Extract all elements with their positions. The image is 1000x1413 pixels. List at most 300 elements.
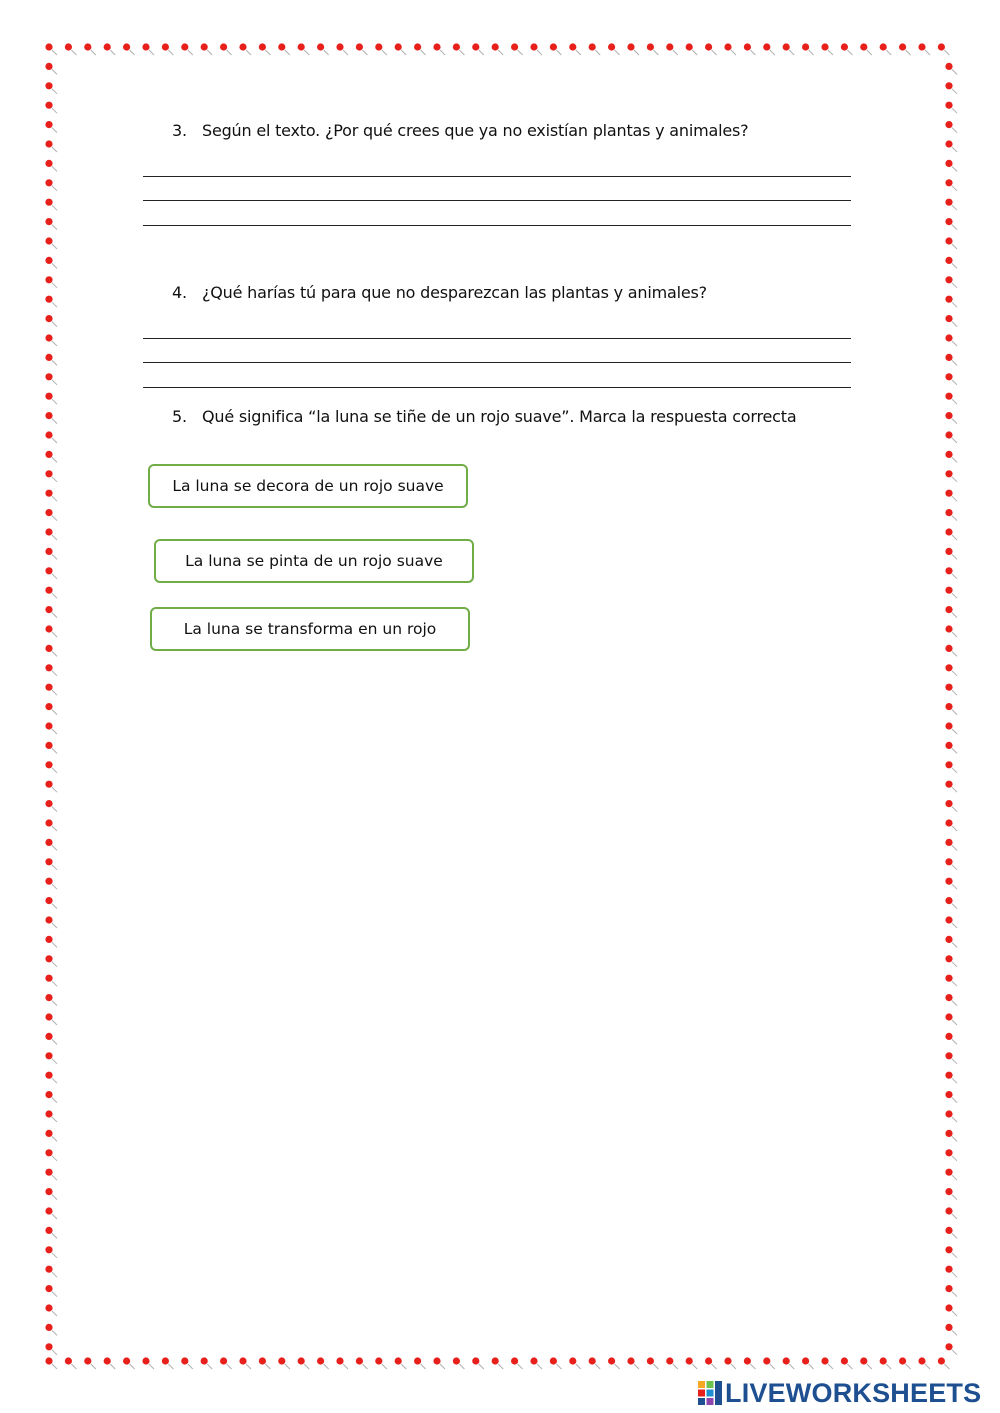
border-dot-tail — [52, 593, 57, 598]
border-dot-tail — [52, 263, 57, 268]
border-dot — [45, 916, 52, 923]
border-dot — [45, 315, 52, 322]
border-dot — [945, 703, 952, 710]
border-dot — [627, 1357, 634, 1364]
border-dot-tail — [952, 1292, 957, 1297]
border-dot-tail — [952, 845, 957, 850]
question-4-text: ¿Qué harías tú para que no desparezcan las plantas y animales? — [202, 283, 707, 302]
border-dot — [945, 1091, 952, 1098]
border-dot-tail — [556, 1364, 561, 1369]
border-dot — [45, 82, 52, 89]
border-dot — [45, 334, 52, 341]
border-dot — [724, 43, 731, 50]
border-dot-tail — [52, 69, 57, 74]
border-dot — [945, 140, 952, 147]
border-dot — [666, 43, 673, 50]
border-dot — [945, 237, 952, 244]
border-dot-tail — [246, 50, 251, 55]
border-dot — [45, 373, 52, 380]
border-dot — [744, 1357, 751, 1364]
border-dot — [705, 43, 712, 50]
border-dot-tail — [498, 50, 503, 55]
border-dot-tail — [52, 865, 57, 870]
border-dot — [45, 1227, 52, 1234]
border-dot — [45, 1052, 52, 1059]
border-dot — [763, 43, 770, 50]
border-dot-tail — [634, 1364, 639, 1369]
border-dot — [45, 955, 52, 962]
border-dot — [945, 761, 952, 768]
border-dot — [45, 276, 52, 283]
border-dot — [945, 1285, 952, 1292]
border-dot-tail — [52, 360, 57, 365]
border-dot — [550, 43, 557, 50]
border-dot-tail — [952, 865, 957, 870]
border-dot — [880, 1357, 887, 1364]
border-dot-tail — [227, 1364, 232, 1369]
border-dot — [945, 936, 952, 943]
border-dot — [945, 955, 952, 962]
border-dot — [945, 393, 952, 400]
option-transforma[interactable]: La luna se transforma en un rojo — [150, 607, 470, 651]
border-dot — [945, 819, 952, 826]
border-dot — [45, 160, 52, 167]
border-dot — [860, 1357, 867, 1364]
border-dot-tail — [952, 166, 957, 171]
border-dot — [472, 1357, 479, 1364]
border-dot — [45, 140, 52, 147]
border-dot — [686, 43, 693, 50]
border-dot — [45, 1013, 52, 1020]
border-dot-tail — [52, 50, 57, 55]
border-dot — [860, 43, 867, 50]
border-dot — [945, 722, 952, 729]
border-dot-tail — [207, 50, 212, 55]
border-dot — [783, 1357, 790, 1364]
border-dot — [336, 1357, 343, 1364]
border-dot — [945, 179, 952, 186]
border-dot — [45, 1072, 52, 1079]
border-dot — [945, 1052, 952, 1059]
border-dot-tail — [952, 1156, 957, 1161]
question-4 — [172, 283, 707, 302]
border-dot — [45, 994, 52, 1001]
border-dot-tail — [952, 826, 957, 831]
border-dot — [45, 490, 52, 497]
border-dot-tail — [52, 419, 57, 424]
border-dot-tail — [731, 50, 736, 55]
border-dot — [945, 1324, 952, 1331]
border-dot-tail — [952, 380, 957, 385]
border-dot — [45, 1149, 52, 1156]
border-dot — [945, 1188, 952, 1195]
border-dot-tail — [324, 50, 329, 55]
border-dot-tail — [52, 671, 57, 676]
border-dot — [162, 43, 169, 50]
border-dot — [298, 43, 305, 50]
border-dot-tail — [382, 1364, 387, 1369]
border-dot — [45, 431, 52, 438]
border-dot — [511, 1357, 518, 1364]
border-dot-tail — [952, 1311, 957, 1316]
border-dot — [899, 43, 906, 50]
border-dot-tail — [227, 50, 232, 55]
border-dot — [724, 1357, 731, 1364]
border-dot-tail — [952, 1001, 957, 1006]
border-dot-tail — [52, 205, 57, 210]
border-dot — [45, 528, 52, 535]
border-dot-tail — [653, 50, 658, 55]
border-dot — [453, 43, 460, 50]
border-dot-tail — [847, 1364, 852, 1369]
border-dot-tail — [52, 496, 57, 501]
question-4-number: 4. — [172, 283, 187, 302]
border-dot — [45, 412, 52, 419]
border-dot-tail — [52, 1311, 57, 1316]
border-dot-tail — [952, 574, 957, 579]
border-dot-tail — [52, 613, 57, 618]
border-dot-tail — [52, 1039, 57, 1044]
border-dot — [45, 800, 52, 807]
border-dot — [45, 257, 52, 264]
border-dot-tail — [952, 710, 957, 715]
border-dot-tail — [52, 768, 57, 773]
border-dot — [938, 43, 945, 50]
border-dot — [45, 897, 52, 904]
border-dot — [945, 257, 952, 264]
border-dot — [945, 1110, 952, 1117]
border-dot-tail — [809, 50, 814, 55]
border-dot-tail — [52, 438, 57, 443]
border-dot-tail — [265, 1364, 270, 1369]
border-dot — [945, 296, 952, 303]
border-dot-tail — [537, 50, 542, 55]
border-dot — [45, 470, 52, 477]
border-dot-tail — [750, 1364, 755, 1369]
border-dot — [45, 199, 52, 206]
border-dot-tail — [952, 263, 957, 268]
border-dot — [45, 218, 52, 225]
border-dot — [945, 63, 952, 70]
border-dot-tail — [52, 807, 57, 812]
border-dot-tail — [576, 1364, 581, 1369]
border-dot-tail — [952, 225, 957, 230]
border-dot-tail — [304, 50, 309, 55]
border-dot — [45, 296, 52, 303]
border-dot — [45, 1324, 52, 1331]
answer-line-q4-1[interactable] — [143, 338, 851, 339]
border-dot-tail — [91, 1364, 96, 1369]
border-dot-tail — [52, 108, 57, 113]
border-dot-tail — [421, 1364, 426, 1369]
answer-line-q4-3[interactable] — [143, 387, 851, 388]
border-dot — [104, 1357, 111, 1364]
question-3-number: 3. — [172, 121, 187, 140]
border-dot-tail — [789, 50, 794, 55]
border-dot — [162, 1357, 169, 1364]
border-dot — [705, 1357, 712, 1364]
border-dot-tail — [952, 1039, 957, 1044]
border-dot-tail — [324, 1364, 329, 1369]
border-dot — [918, 1357, 925, 1364]
answer-line-q3-2[interactable] — [143, 200, 851, 201]
border-dot — [945, 1246, 952, 1253]
border-dot-tail — [952, 1195, 957, 1200]
border-dot-tail — [952, 1233, 957, 1238]
border-dot-tail — [52, 399, 57, 404]
border-dot-tail — [52, 632, 57, 637]
border-dot-tail — [52, 690, 57, 695]
liveworksheets-brand — [698, 1378, 981, 1408]
border-dot-tail — [952, 457, 957, 462]
border-dot-tail — [952, 554, 957, 559]
border-dot — [492, 1357, 499, 1364]
border-dot — [569, 1357, 576, 1364]
border-dot — [938, 1357, 945, 1364]
border-dot-tail — [952, 1136, 957, 1141]
border-dot — [45, 761, 52, 768]
border-dot-tail — [556, 50, 561, 55]
border-dot-tail — [52, 1078, 57, 1083]
border-dot — [945, 548, 952, 555]
border-dot-tail — [188, 50, 193, 55]
border-dot-tail — [52, 186, 57, 191]
border-dot — [841, 1357, 848, 1364]
border-dot-tail — [110, 1364, 115, 1369]
border-dot — [45, 1343, 52, 1350]
border-dot — [45, 975, 52, 982]
border-dot-tail — [731, 1364, 736, 1369]
border-dot-tail — [168, 1364, 173, 1369]
border-dot — [45, 625, 52, 632]
border-dot-tail — [52, 1272, 57, 1277]
border-dot-tail — [595, 50, 600, 55]
border-dot-tail — [828, 1364, 833, 1369]
border-dot-tail — [952, 419, 957, 424]
option-pinta[interactable]: La luna se pinta de un rojo suave — [154, 539, 474, 583]
question-3 — [172, 121, 748, 140]
border-dot — [763, 1357, 770, 1364]
border-dot — [142, 1357, 149, 1364]
border-dot — [453, 1357, 460, 1364]
border-dot — [945, 897, 952, 904]
border-dot — [899, 1357, 906, 1364]
border-dot — [45, 179, 52, 186]
border-dot-tail — [925, 50, 930, 55]
border-dot-tail — [343, 50, 348, 55]
border-dot-tail — [906, 50, 911, 55]
border-dot-tail — [615, 1364, 620, 1369]
border-dot-tail — [952, 477, 957, 482]
border-dot-tail — [770, 50, 775, 55]
border-dot — [841, 43, 848, 50]
border-dot-tail — [952, 651, 957, 656]
border-dot-tail — [110, 50, 115, 55]
border-dot — [945, 373, 952, 380]
border-dot — [945, 664, 952, 671]
border-dot — [45, 587, 52, 594]
border-dot — [45, 742, 52, 749]
border-dot — [945, 606, 952, 613]
border-dot — [142, 43, 149, 50]
border-dot-tail — [52, 380, 57, 385]
border-dot — [45, 703, 52, 710]
border-dot-tail — [401, 50, 406, 55]
border-dot — [45, 722, 52, 729]
border-dot-tail — [52, 1117, 57, 1122]
border-dot — [945, 1130, 952, 1137]
border-dot — [45, 63, 52, 70]
border-dot-tail — [52, 166, 57, 171]
border-dot-tail — [952, 807, 957, 812]
border-dot-tail — [952, 787, 957, 792]
border-dot-tail — [886, 50, 891, 55]
border-dot — [45, 936, 52, 943]
border-dot — [945, 1013, 952, 1020]
option-decora[interactable]: La luna se decora de un rojo suave — [148, 464, 468, 508]
border-dot-tail — [265, 50, 270, 55]
border-dot-tail — [459, 1364, 464, 1369]
border-dot — [45, 237, 52, 244]
border-dot-tail — [479, 50, 484, 55]
border-dot — [45, 1130, 52, 1137]
border-dot — [821, 43, 828, 50]
border-dot — [45, 858, 52, 865]
border-dot-tail — [952, 302, 957, 307]
border-dot-tail — [479, 1364, 484, 1369]
border-dot — [647, 1357, 654, 1364]
border-dot-tail — [52, 981, 57, 986]
border-dot-tail — [944, 50, 949, 55]
border-dot — [317, 1357, 324, 1364]
border-dot — [356, 1357, 363, 1364]
border-dot-tail — [952, 360, 957, 365]
border-dot — [945, 431, 952, 438]
border-dot-tail — [52, 244, 57, 249]
border-dot-tail — [576, 50, 581, 55]
border-dot-tail — [692, 1364, 697, 1369]
border-dot-tail — [944, 1364, 949, 1369]
border-dot — [84, 1357, 91, 1364]
border-dot — [945, 994, 952, 1001]
border-dot-tail — [130, 50, 135, 55]
border-dot-tail — [52, 1253, 57, 1258]
border-dot-tail — [52, 89, 57, 94]
border-dot-tail — [401, 1364, 406, 1369]
border-dot-tail — [440, 1364, 445, 1369]
border-dot — [45, 1246, 52, 1253]
border-dot — [414, 43, 421, 50]
border-dot — [433, 1357, 440, 1364]
border-dot-tail — [91, 50, 96, 55]
border-dot — [666, 1357, 673, 1364]
border-dot-tail — [952, 1175, 957, 1180]
border-dot — [945, 121, 952, 128]
border-dot-tail — [952, 283, 957, 288]
border-dot-tail — [952, 748, 957, 753]
border-dot — [945, 1169, 952, 1176]
answer-line-q3-3[interactable] — [143, 225, 851, 226]
border-dot-tail — [52, 1214, 57, 1219]
border-dot — [945, 160, 952, 167]
border-dot — [945, 742, 952, 749]
border-dot-tail — [952, 1253, 957, 1258]
border-dot — [783, 43, 790, 50]
border-dot-tail — [382, 50, 387, 55]
border-dot — [945, 781, 952, 788]
border-dot-tail — [52, 225, 57, 230]
answer-line-q4-2[interactable] — [143, 362, 851, 363]
border-dot-tail — [52, 516, 57, 521]
border-dot-tail — [52, 1175, 57, 1180]
border-dot-tail — [52, 904, 57, 909]
border-dot-tail — [362, 1364, 367, 1369]
border-dot — [45, 1304, 52, 1311]
border-dot-tail — [52, 826, 57, 831]
question-5-text: Qué significa “la luna se tiñe de un rojo suave”. Marca la respuesta correcta — [202, 407, 797, 426]
border-dot — [278, 1357, 285, 1364]
border-dot — [45, 102, 52, 109]
border-dot — [802, 43, 809, 50]
border-dot-tail — [886, 1364, 891, 1369]
border-dot — [945, 1149, 952, 1156]
border-dot — [511, 43, 518, 50]
border-dot — [945, 334, 952, 341]
border-dot — [945, 199, 952, 206]
border-dot-tail — [952, 1117, 957, 1122]
border-dot-tail — [52, 1020, 57, 1025]
border-dot-tail — [537, 1364, 542, 1369]
border-dot-tail — [673, 50, 678, 55]
border-dot-tail — [952, 108, 957, 113]
border-dot — [45, 393, 52, 400]
border-dot — [627, 43, 634, 50]
border-dot-tail — [518, 50, 523, 55]
border-dot — [395, 43, 402, 50]
border-dot — [945, 528, 952, 535]
border-dot-tail — [518, 1364, 523, 1369]
border-dot — [45, 43, 52, 50]
border-dot-tail — [952, 632, 957, 637]
answer-line-q3-1[interactable] — [143, 176, 851, 177]
border-dot — [45, 1169, 52, 1176]
border-dot-tail — [952, 535, 957, 540]
border-dot — [945, 1343, 952, 1350]
border-dot-tail — [362, 50, 367, 55]
border-dot-tail — [952, 128, 957, 133]
border-dot-tail — [952, 1020, 957, 1025]
border-dot-tail — [440, 50, 445, 55]
border-dot — [802, 1357, 809, 1364]
border-dot — [45, 1188, 52, 1195]
border-dot-tail — [952, 1078, 957, 1083]
border-dot — [945, 587, 952, 594]
border-dot — [945, 412, 952, 419]
border-dot — [880, 43, 887, 50]
border-dot-tail — [634, 50, 639, 55]
border-dot-tail — [952, 981, 957, 986]
border-dot-tail — [52, 651, 57, 656]
border-dot-tail — [952, 671, 957, 676]
border-dot-tail — [52, 942, 57, 947]
border-dot — [686, 1357, 693, 1364]
border-dot — [472, 43, 479, 50]
border-dot-tail — [52, 322, 57, 327]
border-dot-tail — [615, 50, 620, 55]
border-dot-tail — [595, 1364, 600, 1369]
border-dot-tail — [52, 1350, 57, 1355]
border-dot-tail — [52, 748, 57, 753]
